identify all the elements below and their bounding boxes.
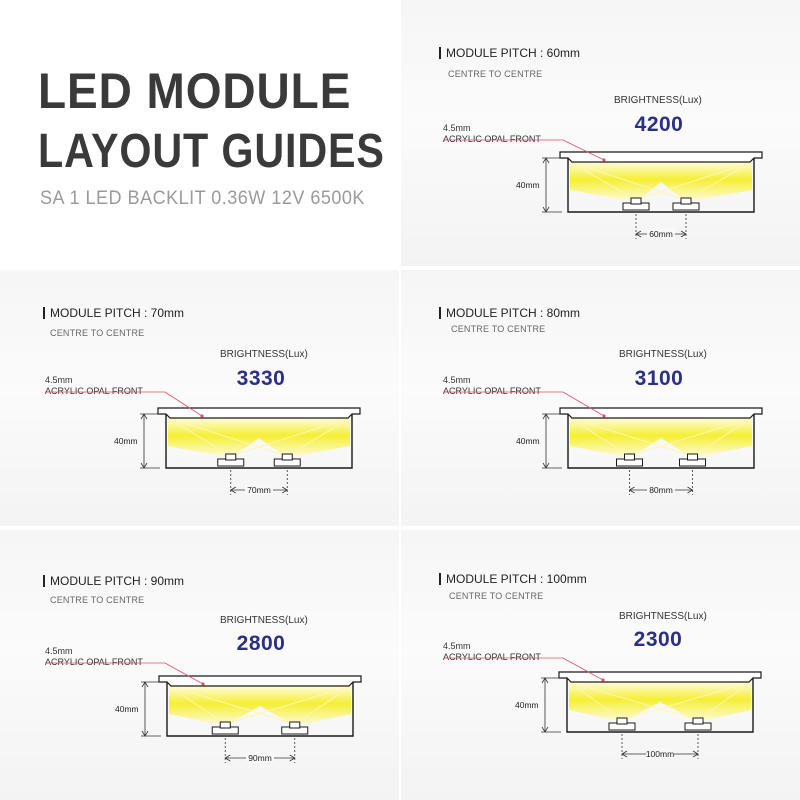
acrylic-front-note: 4.5mm ACRYLIC OPAL FRONT: [443, 123, 541, 144]
guide-panel-90mm: [0, 530, 400, 800]
acrylic-front-note: 4.5mm ACRYLIC OPAL FRONT: [443, 375, 541, 396]
main-title-line-1: LED MODULE: [38, 63, 352, 119]
depth-label: 40mm: [114, 436, 138, 446]
title-panel: [0, 0, 400, 266]
led-module-cross-section: [0, 530, 400, 800]
pitch-dimension: [636, 214, 686, 239]
centre-to-centre-label: CENTRE TO CENTRE: [50, 328, 145, 338]
depth-dimension: [516, 158, 562, 212]
brightness-label: BRIGHTNESS(Lux): [220, 615, 308, 626]
brightness-label: BRIGHTNESS(Lux): [619, 349, 707, 360]
led-module-cross-section: [0, 270, 400, 536]
led-module-cross-section: [401, 530, 800, 800]
panel-divider-horizontal: [0, 266, 800, 270]
brightness-label: BRIGHTNESS(Lux): [619, 611, 707, 622]
light-glow: [168, 417, 350, 458]
light-glow: [169, 685, 351, 726]
brightness-value: 2800: [236, 632, 286, 655]
led-module-cross-section: [401, 270, 800, 536]
depth-dimension: [516, 414, 562, 468]
depth-dimension: [515, 678, 561, 732]
depth-dimension: [115, 682, 161, 736]
module-pitch-heading: MODULE PITCH : 100mm: [439, 572, 587, 586]
brightness-value: 3330: [236, 367, 286, 390]
brightness-value: 4200: [634, 113, 684, 136]
light-glow: [570, 417, 752, 458]
acrylic-front-panel: [159, 676, 361, 686]
guide-panel-100mm: [401, 530, 800, 800]
pitch-dimension-label: 90mm: [248, 753, 272, 763]
acrylic-front-panel: [158, 408, 360, 418]
module-pitch-heading: MODULE PITCH : 60mm: [439, 46, 580, 60]
centre-to-centre-label: CENTRE TO CENTRE: [449, 591, 544, 601]
brightness-label: BRIGHTNESS(Lux): [220, 349, 308, 360]
led-module-cross-section: [401, 0, 800, 266]
brightness-value: 3100: [634, 367, 684, 390]
module-pitch-heading: MODULE PITCH : 70mm: [43, 306, 184, 320]
depth-label: 40mm: [515, 700, 539, 710]
acrylic-front-panel: [559, 672, 761, 682]
product-subtitle: SA 1 LED BACKLIT 0.36W 12V 6500K: [40, 188, 365, 209]
centre-to-centre-label: CENTRE TO CENTRE: [448, 69, 543, 79]
pitch-dimension-label: 100mm: [645, 749, 675, 759]
centre-to-centre-label: CENTRE TO CENTRE: [50, 595, 145, 605]
brightness-label: BRIGHTNESS(Lux): [614, 95, 702, 106]
depth-label: 40mm: [516, 436, 540, 446]
centre-to-centre-label: CENTRE TO CENTRE: [451, 324, 546, 334]
pitch-dimension-label: 70mm: [247, 485, 271, 495]
pitch-dimension-label: 80mm: [649, 485, 673, 495]
depth-label: 40mm: [115, 704, 139, 714]
pitch-dimension: [622, 734, 698, 759]
depth-label: 40mm: [516, 180, 540, 190]
guide-panel-80mm: [401, 270, 800, 536]
pitch-dimension-label: 60mm: [649, 229, 673, 239]
light-glow: [570, 161, 752, 202]
depth-dimension: [114, 414, 160, 468]
module-pitch-heading: MODULE PITCH : 90mm: [43, 574, 184, 588]
guide-panel-60mm: [401, 0, 800, 266]
pitch-dimension: [225, 738, 295, 763]
guide-panel-70mm: [0, 270, 400, 536]
panel-divider-vertical: [399, 0, 401, 800]
acrylic-front-note: 4.5mm ACRYLIC OPAL FRONT: [443, 641, 541, 662]
acrylic-front-note: 4.5mm ACRYLIC OPAL FRONT: [45, 375, 143, 396]
module-pitch-heading: MODULE PITCH : 80mm: [439, 306, 580, 320]
pitch-dimension: [231, 470, 288, 495]
pitch-dimension: [630, 470, 693, 495]
brightness-value: 2300: [633, 628, 683, 651]
main-title-line-2: LAYOUT GUIDES: [38, 125, 385, 178]
acrylic-front-panel: [560, 408, 762, 418]
acrylic-front-note: 4.5mm ACRYLIC OPAL FRONT: [45, 646, 143, 667]
panel-divider-horizontal: [0, 526, 800, 530]
